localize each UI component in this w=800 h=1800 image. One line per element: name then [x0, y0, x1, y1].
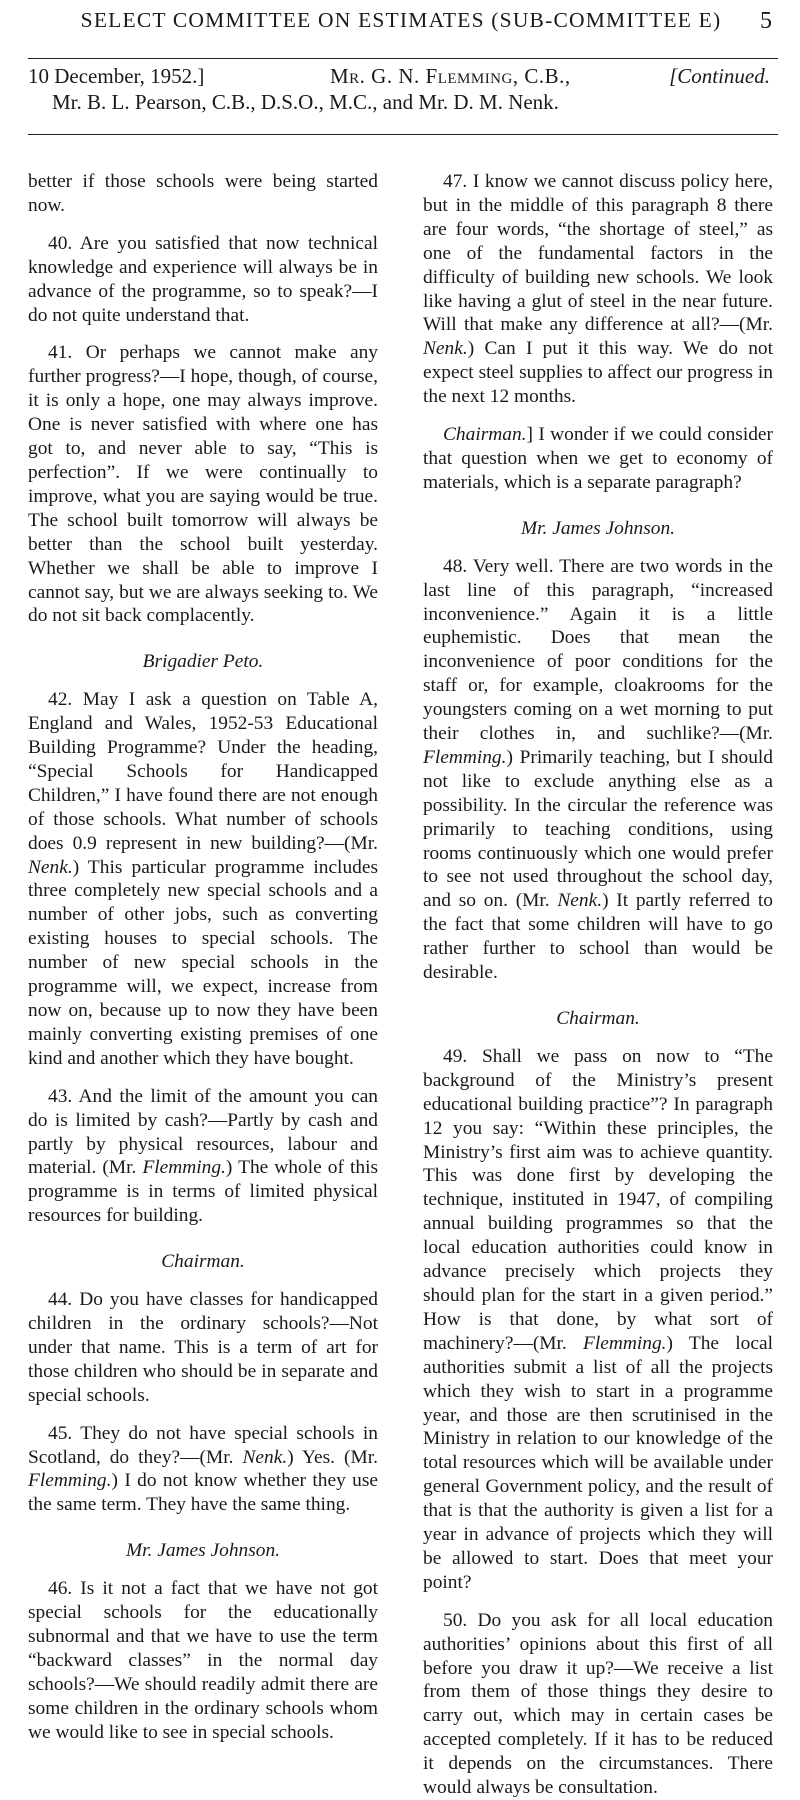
page-number: 5 [760, 8, 772, 34]
question-44: 44. Do you have classes for handicapped children in the ordinary schools?—Not under that name. This is a term of art for those children who should be in separate and special schools. [28, 1289, 378, 1406]
speaker-heading: Chairman. [556, 1008, 640, 1029]
question-43: 43. And the limit of the amount you can do is limited by cash?—Partly by cash and partly by physical resources, labour and material. (Mr. Flemming.) The whole of this programme is in terms of limited physical resources for building. [28, 1085, 378, 1227]
speaker-heading: Chairman. [161, 1251, 245, 1273]
left-column [28, 170, 378, 1744]
speaker-heading: Mr. James Johnson. [520, 517, 676, 539]
running-title: SELECT COMMITTEE ON ESTIMATES (SUB-COMMITTEE E) [80, 8, 722, 32]
speaker-heading: Mr. James Johnson. [125, 1540, 281, 1562]
continued-label: [Continued. [669, 64, 770, 88]
question-40: 40. Are you satisfied that now technical knowledge and experience will always be in advance of the programme, so to speak?—I do not quite understand that. [28, 232, 378, 326]
question-41: 41. Or perhaps we cannot make any further progress?—I hope, though, of course, it is only a hope, one may always improve. One is never satisfied with where one has got to, and never able to say, “This is perfection”. If we were continually to improve, what you are saying would be true. The school built tomorrow will always be better than the school built yesterday. Whether we shall be able to improve I cannot say, but we are always seeking to. We do not sit back complacently. [28, 342, 379, 627]
question-48: 48. Very well. There are two words in the last line of this paragraph, “increased inconvenience.” Again it is a little euphemistic. Does that mean the inconvenience of poor conditions for the staff or, for example, cloakrooms for the youngsters coming on a wet morning to put their clothes in, and suchlike?—(Mr. Flemming.) Primarily teaching, but I should not like to exclude anything else as a possibility. In the circular the reference was primarily to teaching conditions, using rooms continuously which one would prefer to see not used throughout the school day, and so on. (Mr. Nenk.) It partly referred to the fact that some children will have to go rather further to school than would be desirable. [423, 555, 773, 984]
witnesses-line-2: Mr. B. L. Pearson, C.B., D.S.O., M.C., and Mr. D. M. Nenk. [52, 90, 559, 114]
sitting-date: 10 December, 1952.] [28, 64, 205, 88]
question-46: 46. Is it not a fact that we have not got special schools for the educationally subnormal and that we have to use the term “backward classes” in the normal day schools?—We should readily admit there are some children in the ordinary schools whom we would like to see in special schools. [28, 1578, 378, 1743]
question-49: 49. Shall we pass on now to “The background of the Ministry’s present educational building practice”? In paragraph 12 you say: “Within these principles, the Ministry’s first aim was to achieve quantity. This was done first by developing the technique, instituted in 1947, of compiling annual building programmes so that the local education authorities could know in advance precisely which projects they should plan for the start in a given period.” How is that done, by what sort of machinery?—(Mr. Flemming.) The local authorities submit a list of all the projects which they wish to start in a programme year, and those are then scrutinised in the Ministry in relation to our knowledge of the total resources which will be available under general Government policy, and the result of that is that the authority is given a list for a year in advance of projects which they will be allowed to start. Does that meet your point? [423, 1045, 773, 1593]
question-45: 45. They do not have special schools in Scotland, do they?—(Mr. Nenk.) Yes. (Mr. Flemming.) I do not know whether they use the same term. They have the same thing. [28, 1422, 378, 1516]
paragraph-continued: better if those schools were being started now. [28, 171, 378, 216]
witnesses-line-1: Mr. G. N. Flemming, C.B., [330, 64, 571, 88]
question-47: 47. I know we cannot discuss policy here, but in the middle of this paragraph 8 there are four words, “the shortage of steel,” as one of the fundamental factors in the difficulty of building new schools. We look like having a glut of steel in the near future. Will that make any difference at all?—(Mr. Nenk.) Can I put it this way. We do not expect steel supplies to affect our progress in the next 12 months. [423, 171, 773, 408]
question-42: 42. May I ask a question on Table A, England and Wales, 1952-53 Educational Building Programme? Under the heading, “Special Schools for Handicapped Children,” I have found there are not enough of those schools. What number of schools does 0.9 represent in new building?—(Mr. Nenk.) This particular programme includes three completely new special schools and a number of other jobs, such as converting existing houses to special schools. The number of new special schools in the programme will, we expect, increase from now on, because up to now they have been mainly converting existing premises of one kind and another which they have bought. [28, 689, 378, 1069]
speaker-heading: Brigadier Peto. [142, 651, 264, 673]
right-column [423, 170, 773, 1800]
chairman-remark: Chairman.] I wonder if we could consider that question when we get to economy of materials, which is a separate paragraph? [423, 424, 773, 493]
question-50: 50. Do you ask for all local education authorities’ opinions about this first of all before you draw it up?—We receive a list from them of those things they desire to carry out, which may in certain cases be accepted completely. If it has to be reduced it depends on the circumstances. There would always be consultation. [423, 1609, 773, 1799]
header-rule-bottom [28, 134, 778, 135]
header-rule-top [28, 58, 778, 59]
